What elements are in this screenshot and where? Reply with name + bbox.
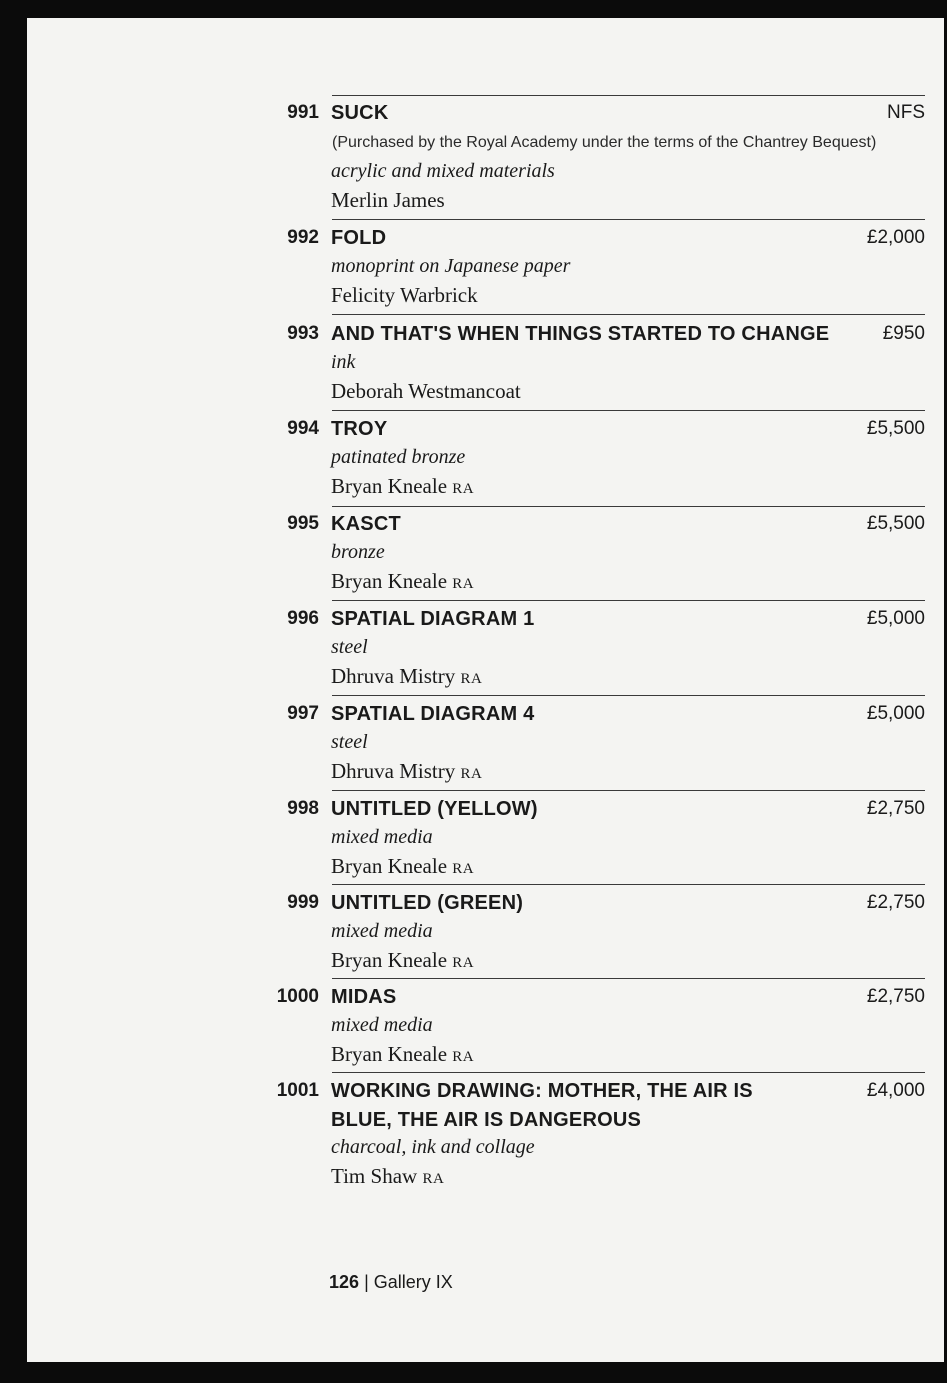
entry-artist [331, 1164, 444, 1189]
entry-note: (Purchased by the Royal Academy under the terms of the Chantrey Bequest) [332, 134, 877, 151]
entry-medium: mixed media [331, 1014, 433, 1036]
artist-name: Merlin James [331, 188, 445, 212]
ra-suffix: RA [452, 481, 475, 497]
artist-name: Bryan Kneale [331, 474, 448, 498]
entry-price: £4,000 [866, 1080, 925, 1101]
entry-medium: acrylic and mixed materials [331, 160, 555, 182]
entry-number: 996 [287, 608, 319, 629]
entry-title: KASCT [331, 513, 401, 535]
entry-price: £2,750 [866, 986, 925, 1007]
footer-separator: | [364, 1272, 369, 1292]
entry-artist [331, 379, 521, 404]
page-number: 126 [329, 1272, 360, 1292]
entry-medium: ink [331, 351, 356, 373]
ra-suffix: RA [460, 766, 483, 782]
entry-number: 993 [287, 323, 319, 344]
entry-medium: steel [331, 731, 368, 753]
entry-artist [331, 283, 478, 308]
entry-divider [332, 314, 925, 315]
entry-title: AND THAT'S WHEN THINGS STARTED TO CHANGE [331, 323, 830, 345]
entry-divider [332, 978, 925, 979]
entry-artist [331, 948, 474, 973]
artist-name: Bryan Kneale [331, 1042, 448, 1066]
entry-price: £950 [882, 323, 925, 344]
entry-artist [331, 569, 474, 594]
entry-title: UNTITLED (YELLOW) [331, 798, 538, 820]
entry-title: SUCK [331, 102, 389, 124]
artist-name: Dhruva Mistry [331, 759, 456, 783]
entry-artist [331, 854, 474, 879]
entry-medium: steel [331, 636, 368, 658]
entry-artist [331, 188, 445, 213]
entry-price: £5,000 [866, 608, 925, 629]
entry-price: £5,000 [866, 703, 925, 724]
ra-suffix: RA [422, 1171, 445, 1187]
artist-name: Bryan Kneale [331, 569, 448, 593]
entry-divider [332, 506, 925, 507]
artist-name: Deborah Westmancoat [331, 379, 521, 403]
entry-price: £2,000 [866, 227, 925, 248]
entry-number: 1001 [276, 1080, 319, 1101]
ra-suffix: RA [452, 1049, 475, 1065]
page-footer [329, 1272, 453, 1293]
entry-artist [331, 1042, 474, 1067]
entry-divider [332, 695, 925, 696]
entry-divider [332, 1072, 925, 1073]
entry-divider [332, 219, 925, 220]
entry-number: 995 [287, 513, 319, 534]
entry-medium: bronze [331, 541, 385, 563]
entry-medium: monoprint on Japanese paper [331, 255, 571, 277]
entry-number: 991 [287, 102, 319, 123]
entry-artist [331, 474, 474, 499]
entry-price: £5,500 [866, 513, 925, 534]
entry-title: TROY [331, 418, 388, 440]
entry-divider [332, 790, 925, 791]
entry-divider [332, 884, 925, 885]
entry-title: SPATIAL DIAGRAM 1 [331, 608, 535, 630]
entry-title: WORKING DRAWING: MOTHER, THE AIR IS BLUE, THE AIR IS DANGEROUS [331, 1080, 753, 1131]
ra-suffix: RA [460, 671, 483, 687]
entry-number: 999 [287, 892, 319, 913]
entry-medium: mixed media [331, 826, 433, 848]
artist-name: Bryan Kneale [331, 854, 448, 878]
entry-title: SPATIAL DIAGRAM 4 [331, 703, 535, 725]
artist-name: Felicity Warbrick [331, 283, 478, 307]
entry-title: FOLD [331, 227, 387, 249]
entry-divider [332, 410, 925, 411]
entry-artist [331, 759, 482, 784]
entry-divider [332, 95, 925, 96]
artist-name: Tim Shaw [331, 1164, 418, 1188]
entry-number: 994 [287, 418, 319, 439]
ra-suffix: RA [452, 955, 475, 971]
entry-number: 1000 [276, 986, 319, 1007]
section-name: Gallery IX [373, 1272, 453, 1292]
entry-artist [331, 664, 482, 689]
entry-title: MIDAS [331, 986, 397, 1008]
entry-number: 998 [287, 798, 319, 819]
entry-price: £2,750 [866, 798, 925, 819]
entry-number: 992 [287, 227, 319, 248]
entry-number: 997 [287, 703, 319, 724]
entry-price: £5,500 [866, 418, 925, 439]
entry-price: NFS [887, 102, 925, 123]
entry-divider [332, 600, 925, 601]
entry-medium: charcoal, ink and collage [331, 1136, 535, 1158]
entry-title: UNTITLED (GREEN) [331, 892, 524, 914]
ra-suffix: RA [452, 861, 475, 877]
artist-name: Dhruva Mistry [331, 664, 456, 688]
entry-medium: patinated bronze [331, 446, 466, 468]
catalogue-page [27, 18, 944, 1362]
artist-name: Bryan Kneale [331, 948, 448, 972]
entry-price: £2,750 [866, 892, 925, 913]
entry-medium: mixed media [331, 920, 433, 942]
ra-suffix: RA [452, 576, 475, 592]
